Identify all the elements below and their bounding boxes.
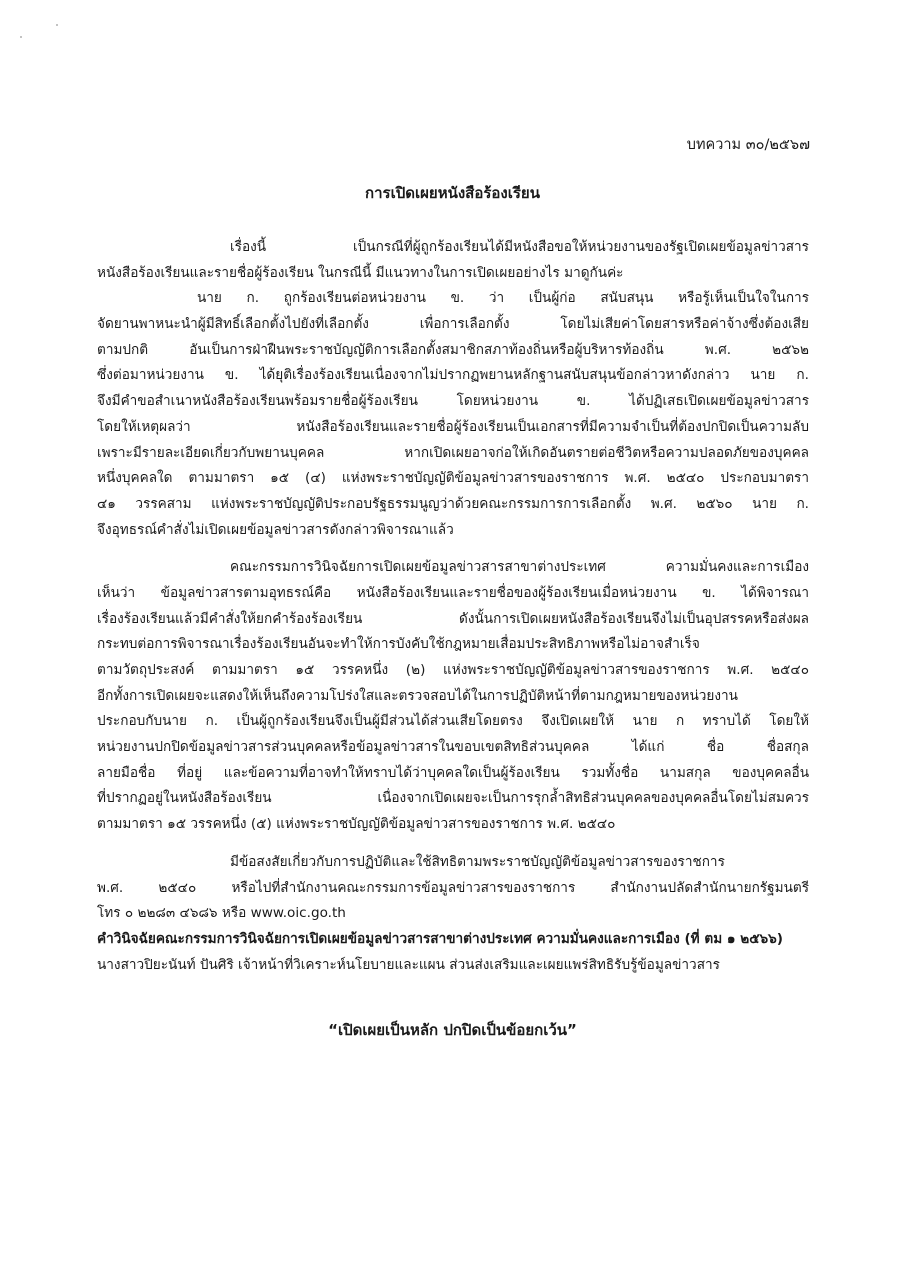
paragraph-line: หน่วยงานปกปิดข้อมูลข่าวสารส่วนบุคคลหรือข้อมูลข่าวสารในขอบเขตสิทธิส่วนบุคคล ได้แก่ ชื่อ ชื่อสกุล	[97, 739, 809, 756]
paragraph-line: เห็นว่า ข้อมูลข่าวสารตามอุทธรณ์คือ หนังสือร้องเรียนและรายชื่อของผู้ร้องเรียนเมื่อหน่วยงาน ข. ได้พิจารณา	[97, 584, 809, 601]
scan-speck	[20, 36, 22, 38]
decision-reference: คำวินิจฉัยคณะกรรมการวินิจฉัยการเปิดเผยข้อมูลข่าวสารสาขาต่างประเทศ ความมั่นคงและการเมือง (ที่ ตม ๑ ๒๕๖๖)	[97, 930, 783, 947]
paragraph-gap	[97, 838, 809, 850]
scan-speck	[56, 24, 58, 26]
paragraph-line: ตามวัตถุประสงค์ ตามมาตรา ๑๕ วรรคหนึ่ง (๒) แห่งพระราชบัญญัติข้อมูลข่าวสารของราชการ พ.ศ. ๒๕๔๐	[97, 662, 809, 678]
paragraph-line: นาย ก. ถูกร้องเรียนต่อหน่วยงาน ข. ว่า เป็นผู้ก่อ สนับสนุน หรือรู้เห็นเป็นใจในการ	[197, 290, 809, 307]
paragraph-line: เพราะมีรายละเอียดเกี่ยวกับพยานบุคคล หากเปิดเผยอาจก่อให้เกิดอันตรายต่อชีวิตหรือความปลอดภัยของบุคคล	[97, 444, 809, 461]
paragraph-line: ลายมือชื่อ ที่อยู่ และข้อความที่อาจทำให้ทราบได้ว่าบุคคลใดเป็นผู้ร้องเรียน รวมทั้งชื่อ นามสกุล ของบุคคลอื่น	[97, 764, 809, 781]
paragraph-line: จึงมีคำขอสำเนาหนังสือร้องเรียนพร้อมรายชื่อผู้ร้องเรียน โดยหน่วยงาน ข. ได้ปฏิเสธเปิดเผยข้อมูลข่าวสาร	[97, 393, 809, 410]
paragraph-line: มีข้อสงสัยเกี่ยวกับการปฏิบัติและใช้สิทธิตามพระราชบัญญัติข้อมูลข่าวสารของราชการ	[230, 853, 725, 870]
paragraph-line: อีกทั้งการเปิดเผยจะแสดงให้เห็นถึงความโปร่งใสและตรวจสอบได้ในการปฏิบัติหน้าที่ตามกฎหมายของหน่วยงาน	[97, 687, 738, 704]
document-title: การเปิดเผยหนังสือร้องเรียน	[365, 184, 540, 202]
paragraph-line: เรื่องร้องเรียนแล้วมีคำสั่งให้ยกคำร้องร้องเรียน ดังนั้นการเปิดเผยหนังสือร้องเรียนจึงไม่เป็นอุปสรรคหรือส่งผล	[97, 610, 809, 627]
paragraph-line: จัดยานพาหนะนำผู้มีสิทธิ์เลือกตั้งไปยังที่เลือกตั้ง เพื่อการเลือกตั้ง โดยไม่เสียค่าโดยสารหรือค่าจ้างซึ่งต้องเสีย	[97, 316, 809, 333]
article-number: บทความ ๓๐/๒๕๖๗	[686, 137, 810, 153]
paragraph-line: หนึ่งบุคคลใด ตามมาตรา ๑๕ (๔) แห่งพระราชบัญญัติข้อมูลข่าวสารของราชการ พ.ศ. ๒๕๔๐ ประกอบมาตรา	[97, 470, 809, 487]
author-line: นางสาวปิยะนันท์ ปันศิริ เจ้าหน้าที่วิเคราะห์นโยบายและแผน ส่วนส่งเสริมและเผยแพร่สิทธิรับรู้ข้อมูลข่าวสาร	[97, 956, 720, 973]
paragraph-line: หนังสือร้องเรียนและรายชื่อผู้ร้องเรียน ในกรณีนี้ มีแนวทางในการเปิดเผยอย่างไร มาดูกันค่ะ	[97, 264, 624, 281]
paragraph-line: ตามมาตรา ๑๕ วรรคหนึ่ง (๕) แห่งพระราชบัญญัติข้อมูลข่าวสารของราชการ พ.ศ. ๒๕๔๐	[97, 816, 616, 833]
paragraph-gap	[97, 543, 809, 555]
paragraph-line: ตามปกติ อันเป็นการฝ่าฝืนพระราชบัญญัติการเลือกตั้งสมาชิกสภาท้องถิ่นหรือผู้บริหารท้องถิ่น พ.ศ. ๒๕๖๒	[97, 341, 809, 358]
contact-line: โทร ๐ ๒๒๘๓ ๔๖๘๖ หรือ www.oic.go.th	[97, 905, 346, 922]
paragraph-line: เรื่องนี้ เป็นกรณีที่ผู้ถูกร้องเรียนได้มีหนังสือขอให้หน่วยงานของรัฐเปิดเผยข้อมูลข่าวสาร	[230, 239, 809, 255]
paragraph-line: ที่ปรากฏอยู่ในหนังสือร้องเรียน เนื่องจากเปิดเผยจะเป็นการรุกล้ำสิทธิส่วนบุคคลของบุคคลอื่นโดยไม่สมควร	[97, 790, 809, 807]
slogan: “เปิดเผยเป็นหลัก ปกปิดเป็นข้อยกเว้น”	[328, 1021, 577, 1039]
document-body	[97, 235, 809, 978]
paragraph-line: ๔๑ วรรคสาม แห่งพระราชบัญญัติประกอบรัฐธรรมนูญว่าด้วยคณะกรรมการการเลือกตั้ง พ.ศ. ๒๕๖๐ นาย ก.	[97, 495, 809, 512]
paragraph-line: จึงอุทธรณ์คำสั่งไม่เปิดเผยข้อมูลข่าวสารดังกล่าวพิจารณาแล้ว	[97, 521, 454, 538]
paragraph-line: คณะกรรมการวินิจฉัยการเปิดเผยข้อมูลข่าวสารสาขาต่างประเทศ ความมั่นคงและการเมือง	[230, 559, 809, 576]
paragraph-line: พ.ศ. ๒๕๔๐ หรือไปที่สำนักงานคณะกรรมการข้อมูลข่าวสารของราชการ สำนักงานปลัดสำนักนายกรัฐมนตรี	[97, 879, 809, 896]
paragraph-line: ซึ่งต่อมาหน่วยงาน ข. ได้ยุติเรื่องร้องเรียนเนื่องจากไม่ปรากฏพยานหลักฐานสนับสนุนข้อกล่าวหาดังกล่าว นาย ก.	[97, 367, 809, 384]
paragraph-line: กระทบต่อการพิจารณาเรื่องร้องเรียนอันจะทำให้การบังคับใช้กฎหมายเสื่อมประสิทธิภาพหรือไม่อาจสำเร็จ	[97, 636, 700, 653]
paragraph-line: ประกอบกับนาย ก. เป็นผู้ถูกร้องเรียนจึงเป็นผู้มีส่วนได้ส่วนเสียโดยตรง จึงเปิดเผยให้ นาย ก ทราบได้ โดยให้	[97, 713, 809, 730]
paragraph-line: โดยให้เหตุผลว่า หนังสือร้องเรียนและรายชื่อผู้ร้องเรียนเป็นเอกสารที่มีความจำเป็นที่ต้องปกปิดเป็นความลับ	[97, 418, 809, 435]
